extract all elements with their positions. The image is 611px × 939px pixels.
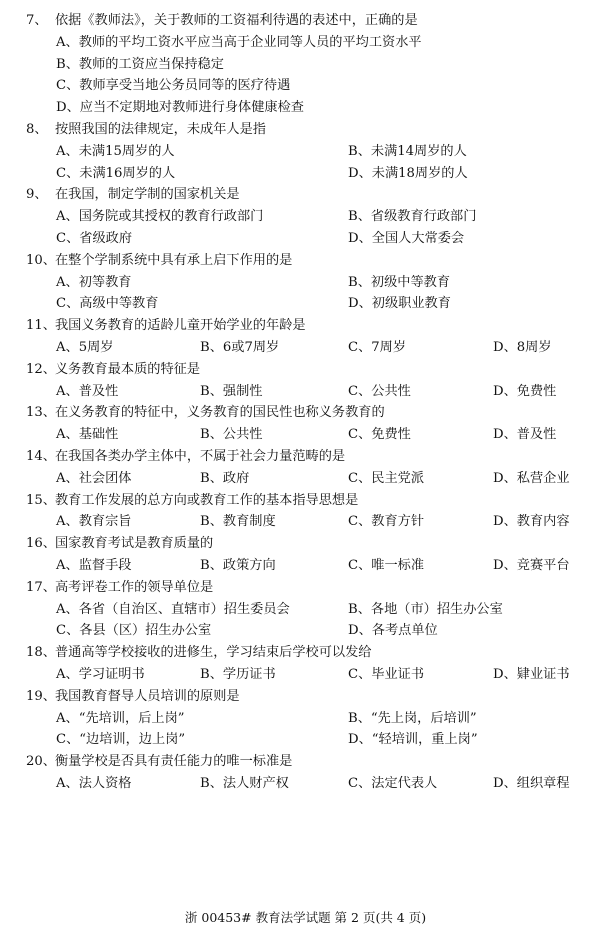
question-number: 15、	[26, 492, 56, 508]
option-row	[0, 424, 611, 446]
answer-option: A、学习证明书	[56, 666, 145, 682]
answer-option: A、初等教育	[56, 274, 132, 290]
answer-option: B、政府	[200, 470, 250, 486]
answer-option: C、省级政府	[56, 230, 133, 246]
option-row	[0, 75, 611, 97]
question-stem	[0, 642, 611, 664]
answer-option: C、“边培训，边上岗”	[56, 732, 186, 748]
question-stem	[0, 686, 611, 708]
option-row	[0, 337, 611, 359]
option-row	[0, 555, 611, 577]
answer-option: C、各县（区）招生办公室	[56, 623, 212, 639]
question-text: 义务教育最本质的特征是	[55, 361, 201, 377]
answer-option: B、“先上岗，后培训”	[348, 710, 477, 726]
question-7	[0, 10, 611, 119]
answer-option: A、法人资格	[56, 775, 132, 791]
question-13	[0, 402, 611, 446]
answer-option: D、8周岁	[493, 339, 552, 355]
answer-option: A、监督手段	[56, 557, 132, 573]
question-17	[0, 577, 611, 642]
option-row	[0, 228, 611, 250]
question-number: 18、	[26, 645, 56, 661]
answer-option: C、未满16周岁的人	[56, 165, 176, 181]
question-stem	[0, 119, 611, 141]
answer-option: C、毕业证书	[348, 666, 425, 682]
answer-option: C、法定代表人	[348, 775, 438, 791]
question-number: 10、	[26, 252, 56, 268]
answer-option: A、社会团体	[56, 470, 132, 486]
question-number: 9、	[26, 187, 48, 203]
option-row	[0, 599, 611, 621]
question-number: 19、	[26, 688, 56, 704]
option-row	[0, 163, 611, 185]
answer-option: B、教师的工资应当保持稳定	[56, 56, 224, 72]
question-19	[0, 686, 611, 751]
option-row	[0, 664, 611, 686]
answer-option: A、各省（自治区、直辖市）招生委员会	[56, 601, 290, 617]
answer-option: B、未满14周岁的人	[348, 143, 467, 159]
option-row	[0, 729, 611, 751]
question-text: 国家教育考试是教育质量的	[55, 536, 214, 552]
question-number: 14、	[26, 448, 56, 464]
option-row	[0, 54, 611, 76]
question-number: 8、	[26, 121, 48, 137]
question-8	[0, 119, 611, 184]
question-text: 教育工作发展的总方向或教育工作的基本指导思想是	[55, 492, 359, 508]
answer-option: B、强制性	[200, 383, 263, 399]
question-number: 20、	[26, 754, 56, 770]
option-row	[0, 708, 611, 730]
question-stem	[0, 490, 611, 512]
question-text: 衡量学校是否具有责任能力的唯一标准是	[55, 754, 293, 770]
answer-option: D、各考点单位	[348, 623, 438, 639]
question-15	[0, 490, 611, 534]
question-stem	[0, 250, 611, 272]
answer-option: C、民主党派	[348, 470, 425, 486]
answer-option: D、组织章程	[493, 775, 570, 791]
question-stem	[0, 533, 611, 555]
answer-option: B、政策方向	[200, 557, 276, 573]
question-stem	[0, 577, 611, 599]
question-list	[0, 10, 611, 795]
answer-option: D、私营企业	[493, 470, 570, 486]
question-text: 我国义务教育的适龄儿童开始学业的年龄是	[55, 318, 306, 334]
option-row	[0, 381, 611, 403]
answer-option: D、初级职业教育	[348, 296, 451, 312]
answer-option: A、5周岁	[56, 339, 114, 355]
question-stem	[0, 446, 611, 468]
answer-option: C、教育方针	[348, 514, 425, 530]
question-text: 在义务教育的特征中，义务教育的国民性也称义务教育的	[55, 405, 385, 421]
answer-option: C、免费性	[348, 427, 411, 443]
answer-option: C、公共性	[348, 383, 411, 399]
question-text: 在整个学制系统中具有承上启下作用的是	[55, 252, 293, 268]
question-14	[0, 446, 611, 490]
answer-option: B、初级中等教育	[348, 274, 451, 290]
answer-option: B、学历证书	[200, 666, 276, 682]
option-row	[0, 468, 611, 490]
answer-option: D、“轻培训，重上岗”	[348, 732, 478, 748]
answer-option: D、教育内容	[493, 514, 570, 530]
answer-option: B、法人财产权	[200, 775, 289, 791]
option-row	[0, 773, 611, 795]
option-row	[0, 32, 611, 54]
answer-option: A、基础性	[56, 427, 119, 443]
question-20	[0, 751, 611, 795]
question-text: 在我国各类办学主体中，不属于社会力量范畴的是	[55, 448, 346, 464]
question-stem	[0, 10, 611, 32]
question-number: 11、	[26, 318, 56, 334]
page-footer: 浙 00453# 教育法学试题 第 2 页(共 4 页)	[184, 910, 427, 925]
answer-option: A、未满15周岁的人	[56, 143, 175, 159]
answer-option: D、肄业证书	[493, 666, 570, 682]
question-text: 按照我国的法律规定，未成年人是指	[55, 121, 266, 137]
question-12	[0, 359, 611, 403]
question-text: 在我国，制定学制的国家机关是	[55, 187, 240, 203]
answer-option: C、高级中等教育	[56, 296, 159, 312]
answer-option: A、教育宗旨	[56, 514, 132, 530]
answer-option: A、国务院或其授权的教育行政部门	[56, 209, 264, 225]
question-number: 13、	[26, 405, 56, 421]
question-number: 7、	[26, 13, 48, 28]
answer-option: C、7周岁	[348, 339, 407, 355]
answer-option: D、免费性	[493, 383, 557, 399]
answer-option: B、6或7周岁	[200, 339, 280, 355]
answer-option: B、各地（市）招生办公室	[348, 601, 503, 617]
option-row	[0, 141, 611, 163]
answer-option: D、竞赛平台	[493, 557, 570, 573]
question-number: 16、	[26, 536, 56, 552]
question-stem	[0, 359, 611, 381]
answer-option: A、“先培训，后上岗”	[56, 710, 185, 726]
question-stem	[0, 402, 611, 424]
answer-option: C、教师享受当地公务员同等的医疗待遇	[56, 78, 291, 94]
question-18	[0, 642, 611, 686]
question-16	[0, 533, 611, 577]
option-row	[0, 620, 611, 642]
answer-option: A、教师的平均工资水平应当高于企业同等人员的平均工资水平	[56, 34, 422, 50]
option-row	[0, 97, 611, 119]
question-number: 17、	[26, 579, 56, 595]
question-11	[0, 315, 611, 359]
answer-option: B、教育制度	[200, 514, 276, 530]
option-row	[0, 272, 611, 294]
question-stem	[0, 751, 611, 773]
answer-option: D、未满18周岁的人	[348, 165, 468, 181]
option-row	[0, 511, 611, 533]
answer-option: B、省级教育行政部门	[348, 209, 477, 225]
option-row	[0, 293, 611, 315]
question-9	[0, 184, 611, 249]
question-text: 高考评卷工作的领导单位是	[55, 579, 214, 595]
answer-option: D、全国人大常委会	[348, 230, 465, 246]
option-row	[0, 206, 611, 228]
answer-option: D、普及性	[493, 427, 557, 443]
question-text: 普通高等学校接收的进修生，学习结束后学校可以发给	[55, 645, 372, 661]
question-text: 我国教育督导人员培训的原则是	[55, 688, 240, 704]
answer-option: D、应当不定期地对教师进行身体健康检查	[56, 100, 304, 116]
answer-option: C、唯一标准	[348, 557, 425, 573]
question-number: 12、	[26, 361, 56, 377]
question-stem	[0, 184, 611, 206]
answer-option: B、公共性	[200, 427, 263, 443]
question-10	[0, 250, 611, 315]
question-text: 依据《教师法》，关于教师的工资福利待遇的表述中，正确的是	[55, 13, 418, 28]
answer-option: A、普及性	[56, 383, 119, 399]
question-stem	[0, 315, 611, 337]
